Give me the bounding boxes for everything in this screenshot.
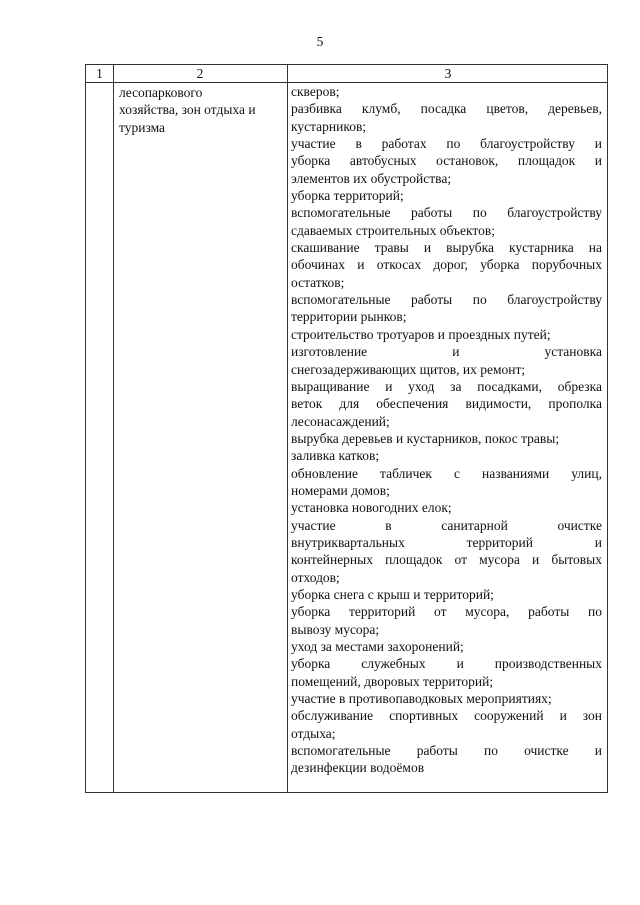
activity-area-cell — [119, 84, 283, 136]
work-type-line: вспомогательные работы по благоустройству — [291, 292, 602, 308]
work-type-line: участие в работах по благоустройству и — [291, 136, 602, 152]
activity-area-line: туризма — [119, 119, 166, 135]
work-type-line: участие в санитарной очистке — [291, 517, 602, 533]
work-type-line: участие в противопаводковых мероприятиях; — [291, 691, 552, 707]
work-type-line: установка новогодних елок; — [291, 500, 452, 516]
work-type-line: вырубка деревьев и кустарников, покос травы; — [291, 430, 560, 446]
page-number: 5 — [316, 34, 324, 49]
services-table — [85, 64, 608, 793]
activity-area-line: хозяйства, зон отдыха и — [119, 102, 256, 118]
work-type-line: скашивание травы и вырубка кустарника на — [291, 240, 602, 256]
work-type-line: изготовление и установка — [291, 344, 602, 360]
work-type-line: помещений, дворовых территорий; — [291, 673, 494, 689]
work-type-line: снегозадерживающих щитов, их ремонт; — [291, 361, 526, 377]
work-type-line: контейнерных площадок от мусора и бытовых — [291, 552, 602, 568]
work-types-cell — [291, 83, 602, 777]
work-type-line: территории рынков; — [291, 309, 407, 325]
work-type-line: вспомогательные работы по очистке и — [291, 743, 602, 759]
work-type-line: уборка территорий от мусора, работы по — [291, 604, 602, 620]
work-type-line: строительство тротуаров и проездных путей; — [291, 326, 551, 342]
work-type-line: заливка катков; — [291, 448, 380, 464]
work-type-line: внутриквартальных территорий и — [291, 534, 602, 550]
work-type-line: отдыха; — [291, 725, 336, 741]
work-type-line: разбивка клумб, посадка цветов, деревьев, — [291, 101, 602, 117]
column-header-3: 3 — [444, 66, 452, 81]
work-type-line: элементов их обустройства; — [291, 170, 452, 186]
work-type-line: остатков; — [291, 274, 345, 290]
work-type-line: отходов; — [291, 569, 340, 585]
column-divider — [287, 65, 288, 792]
work-type-line: вспомогательные работы по благоустройству — [291, 205, 602, 221]
column-header-1: 1 — [96, 66, 103, 81]
work-type-line: уборка автобусных остановок, площадок и — [291, 153, 602, 169]
work-type-line: уход за местами захоронений; — [291, 639, 464, 654]
work-type-line: обновление табличек с названиями улиц, — [291, 465, 602, 481]
work-type-line: дезинфекции водоёмов — [291, 760, 425, 776]
column-divider — [113, 65, 114, 792]
activity-area-line: лесопаркового — [119, 85, 203, 100]
work-type-line: скверов; — [291, 84, 340, 99]
work-type-line: выращивание и уход за посадками, обрезка — [291, 378, 602, 394]
work-type-line: обслуживание спортивных сооружений и зон — [291, 708, 602, 724]
work-type-line: уборка территорий; — [291, 188, 404, 204]
work-type-line: уборка снега с крыш и территорий; — [291, 586, 494, 602]
work-type-line: кустарников; — [291, 118, 367, 134]
column-header-2: 2 — [196, 66, 204, 81]
work-type-line: сдаваемых строительных объектов; — [291, 222, 495, 238]
work-type-line: лесонасаждений; — [291, 413, 390, 429]
work-type-line: обочинах и откосах дорог, уборка порубочных — [291, 257, 602, 273]
work-type-line: номерами домов; — [291, 482, 390, 498]
work-type-line: вывозу мусора; — [291, 621, 380, 637]
work-type-line: веток для обеспечения видимости, прополка — [291, 396, 602, 412]
work-type-line: уборка служебных и производственных — [291, 656, 602, 672]
